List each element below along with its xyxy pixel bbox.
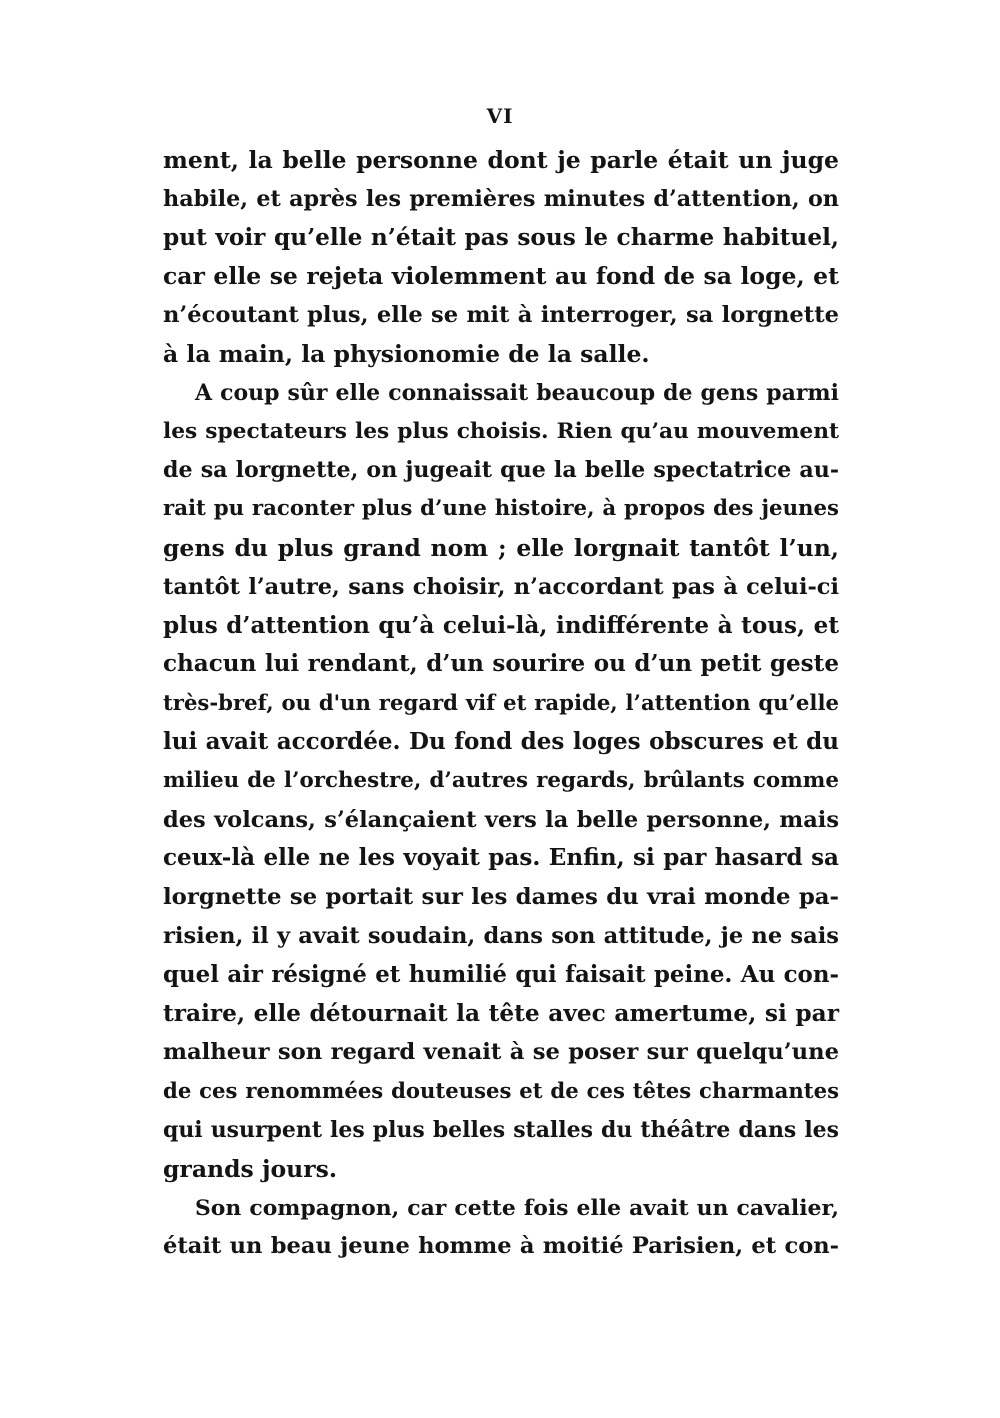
text-line: lorgnette se portait sur les dames du vrai monde pa- bbox=[163, 884, 839, 911]
text-line: milieu de l’orchestre, d’autres regards, brûlants comme bbox=[163, 767, 839, 793]
text-line: de sa lorgnette, on jugeait que la belle spectatrice au- bbox=[163, 457, 839, 484]
text-line: rait pu raconter plus d’une histoire, à propos des jeunes bbox=[163, 496, 839, 522]
text-line: malheur son regard venait à se poser sur quelqu’une bbox=[163, 1039, 839, 1066]
paragraph bbox=[163, 374, 839, 1189]
text-line: ceux-là elle ne les voyait pas. Enfin, si par hasard sa bbox=[163, 844, 839, 872]
text-line: des volcans, s’élançaient vers la belle personne, mais bbox=[163, 806, 839, 833]
text-line: tantôt l’autre, sans choisir, n’accordant pas à celui-ci bbox=[163, 573, 839, 600]
text-line: habile, et après les premières minutes d’attention, on bbox=[163, 185, 839, 212]
paragraph bbox=[163, 141, 839, 374]
text-line: était un beau jeune homme à moitié Parisien, et con- bbox=[163, 1233, 839, 1260]
body-text bbox=[163, 141, 839, 1266]
text-line: très-bref, ou d'un regard vif et rapide, l’attention qu’elle bbox=[163, 690, 839, 716]
text-line: grands jours. bbox=[163, 1154, 338, 1183]
text-line: gens du plus grand nom ; elle lorgnait tantôt l’un, bbox=[163, 533, 839, 562]
text-line: A coup sûr elle connaissait beaucoup de gens parmi bbox=[195, 379, 839, 406]
text-line: put voir qu’elle n’était pas sous le charme habituel, bbox=[163, 223, 839, 251]
text-line: car elle se rejeta violemment au fond de sa loge, et bbox=[163, 262, 839, 291]
text-line: plus d’attention qu’à celui-là, indifférente à tous, et bbox=[163, 611, 839, 639]
text-line: à la main, la physionomie de la salle. bbox=[163, 339, 650, 368]
text-line: de ces renommées douteuses et de ces têtes charmantes bbox=[163, 1078, 839, 1104]
text-line: quel air résigné et humilié qui faisait peine. Au con- bbox=[163, 960, 839, 988]
text-line: Son compagnon, car cette fois elle avait un cavalier, bbox=[195, 1194, 839, 1221]
text-line: traire, elle détournait la tête avec amertume, si par bbox=[163, 999, 839, 1027]
text-line: n’écoutant plus, elle se mit à interroger, sa lorgnette bbox=[163, 302, 839, 329]
text-line: risien, il y avait soudain, dans son attitude, je ne sais bbox=[163, 922, 839, 949]
text-line: lui avait accordée. Du fond des loges obscures et du bbox=[163, 727, 839, 755]
text-line: les spectateurs les plus choisis. Rien qu’au mouvement bbox=[163, 418, 839, 444]
paragraph bbox=[163, 1189, 839, 1267]
text-line: qui usurpent les plus belles stalles du théâtre dans les bbox=[163, 1116, 839, 1143]
page-number: VI bbox=[486, 104, 514, 128]
text-line: ment, la belle personne dont je parle était un juge bbox=[163, 146, 839, 174]
text-line: chacun lui rendant, d’un sourire ou d’un petit geste bbox=[163, 650, 839, 678]
